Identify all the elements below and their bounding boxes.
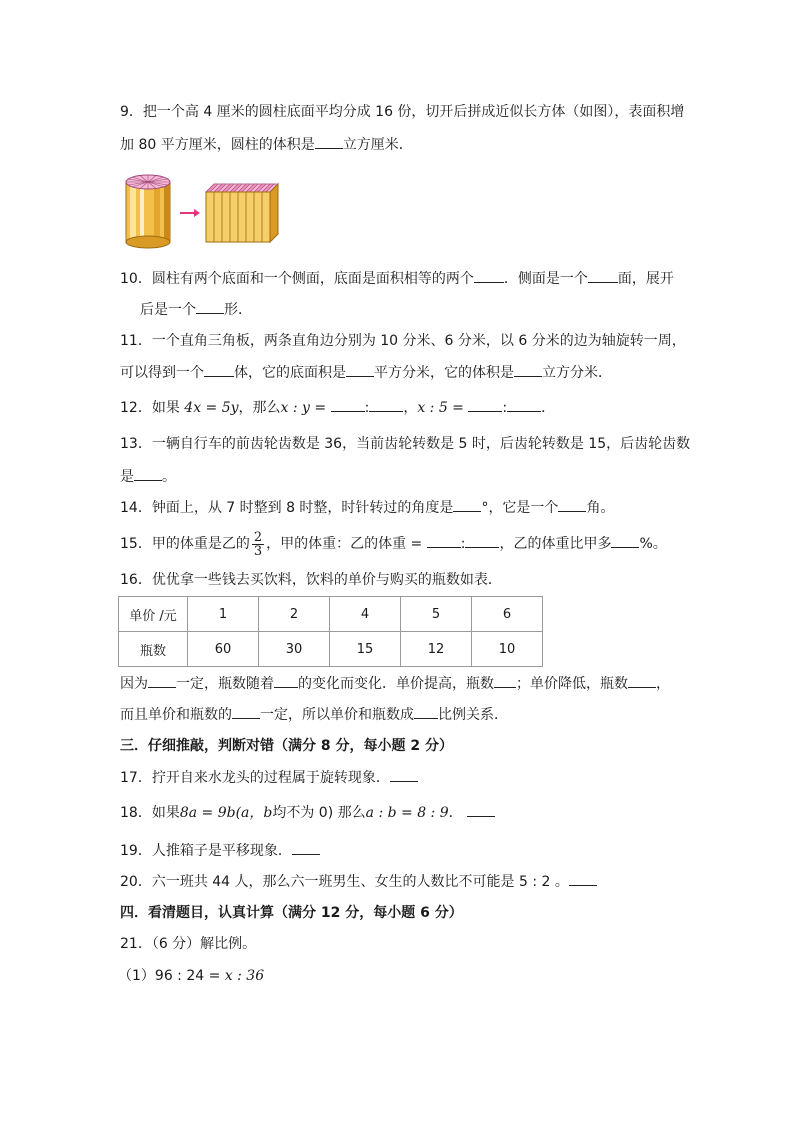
table-cell: 2 bbox=[259, 597, 330, 632]
q12-comma: ， bbox=[403, 400, 418, 416]
q11-text-d: 立方分米． bbox=[542, 365, 612, 381]
q15-text-c: ，乙的体重比甲多 bbox=[499, 536, 612, 552]
q15-text-a: 15．甲的体重是乙的 bbox=[120, 536, 250, 552]
q16-blank-4[interactable] bbox=[628, 673, 656, 688]
q9-text-b: 立方厘米． bbox=[342, 137, 413, 153]
q13-blank[interactable] bbox=[134, 466, 162, 481]
q9-text-a: 加 80 平方厘米，圆柱的体积是 bbox=[120, 137, 315, 153]
q12-colon-1: : bbox=[364, 400, 370, 416]
q16-blank-1[interactable] bbox=[148, 673, 176, 688]
table-cell: 10 bbox=[472, 632, 543, 667]
q16-text-a: 因为 bbox=[120, 676, 148, 692]
q13-line1: 13．一辆自行车的前齿轮齿数是 36，当前齿轮转数是 5 时，后齿轮转数是 15，后齿轮齿数 bbox=[120, 436, 691, 452]
q10-text-e: 形． bbox=[224, 302, 252, 318]
q12-blank-1[interactable] bbox=[331, 397, 365, 412]
q21-line: 21．（6 分）解比例。 bbox=[120, 936, 257, 952]
q13-text-a: 是 bbox=[120, 469, 134, 485]
q9-answer-blank[interactable] bbox=[315, 134, 343, 149]
q12-text-a: 12．如果 bbox=[120, 400, 180, 416]
q21-sub1-text-b: x : 36 bbox=[224, 968, 265, 984]
section-4-heading: 四．看清题目，认真计算（满分 12 分，每小题 6 分） bbox=[120, 905, 463, 921]
q10-text-b: ．侧面是一个 bbox=[503, 271, 588, 287]
q12-blank-4[interactable] bbox=[507, 397, 541, 412]
q16-blank-6[interactable] bbox=[414, 704, 438, 719]
q11-blank-3[interactable] bbox=[514, 362, 542, 377]
q10-blank-3[interactable] bbox=[196, 299, 224, 314]
q10-text-a: 10．圆柱有两个底面和一个侧面，底面是面积相等的两个 bbox=[120, 271, 474, 287]
section-3-heading: 三．仔细推敲，判断对错（满分 8 分，每小题 2 分） bbox=[120, 738, 453, 754]
q19-line bbox=[120, 840, 320, 861]
table-row bbox=[119, 632, 543, 667]
q12-ratio-2: x : 5 = bbox=[417, 400, 464, 416]
q16-text-g: 一定，所以单价和瓶数成 bbox=[260, 707, 414, 723]
q16-line1 bbox=[120, 673, 670, 694]
q16-text-b: 一定，瓶数随着 bbox=[176, 676, 274, 692]
cuboid-shape bbox=[206, 184, 278, 242]
q15-blank-3[interactable] bbox=[611, 533, 639, 548]
q18-line bbox=[120, 802, 495, 823]
table-cell: 6 bbox=[472, 597, 543, 632]
q12-text-b: ，那么 bbox=[238, 400, 281, 416]
q14-blank-1[interactable] bbox=[453, 497, 481, 512]
q20-line bbox=[120, 871, 597, 892]
price-bottles-table bbox=[118, 596, 543, 667]
q16-blank-3[interactable] bbox=[494, 673, 516, 688]
q21-sub1 bbox=[118, 966, 264, 986]
cylinder-shape bbox=[126, 175, 170, 248]
q15-blank-1[interactable] bbox=[427, 533, 461, 548]
q12-blank-2[interactable] bbox=[369, 397, 403, 412]
q15-text-b: ，甲的体重：乙的体重 = bbox=[266, 536, 423, 552]
q11-line1: 11．一个直角三角板，两条直角边分别为 10 分米、6 分米，以 6 分米的边为轴旋转一周， bbox=[120, 333, 686, 349]
q16-text-e: ， bbox=[656, 676, 670, 692]
q18-text-a: 18．如果 bbox=[120, 805, 180, 821]
table-cell: 30 bbox=[259, 632, 330, 667]
q16-text-f: 而且单价和瓶数的 bbox=[120, 707, 232, 723]
q11-text-c: 平方分米，它的体积是 bbox=[374, 365, 514, 381]
table-cell: 5 bbox=[401, 597, 472, 632]
q16-intro: 16．优优拿一些钱去买饮料，饮料的单价与购买的瓶数如表． bbox=[120, 572, 502, 588]
table-cell: 瓶数 bbox=[119, 632, 188, 667]
q15-line bbox=[120, 529, 667, 559]
q12-ratio-1: x : y = bbox=[280, 400, 327, 416]
q16-line2 bbox=[120, 704, 508, 725]
q12-blank-3[interactable] bbox=[468, 397, 502, 412]
q20-blank[interactable] bbox=[569, 871, 597, 886]
q11-text-b: 体，它的底面积是 bbox=[234, 365, 346, 381]
table-row bbox=[119, 597, 543, 632]
q13-line2 bbox=[120, 466, 176, 487]
q16-text-h: 比例关系． bbox=[438, 707, 508, 723]
table-cell: 60 bbox=[188, 632, 259, 667]
q19-blank[interactable] bbox=[292, 840, 320, 855]
q17-text: 17．拧开自来水龙头的过程属于旋转现象． bbox=[120, 770, 390, 786]
table-cell: 1 bbox=[188, 597, 259, 632]
q18-blank[interactable] bbox=[467, 802, 495, 817]
q15-text-d: %。 bbox=[639, 536, 667, 552]
q17-line bbox=[120, 767, 418, 788]
q14-blank-2[interactable] bbox=[558, 497, 586, 512]
q18-text-c: ． bbox=[448, 805, 463, 821]
table-cell: 单价 /元 bbox=[119, 597, 188, 632]
q9-line1: 9．把一个高 4 厘米的圆柱底面平均分成 16 份，切开后拼成近似长方体（如图），表面积增 bbox=[120, 104, 685, 120]
q12-line bbox=[120, 397, 555, 418]
q14-text-c: 角。 bbox=[586, 500, 615, 516]
q18-ratio: a : b = 8 : 9 bbox=[365, 805, 449, 821]
q10-blank-2[interactable] bbox=[588, 268, 618, 283]
q14-line bbox=[120, 497, 614, 518]
q15-colon: : bbox=[460, 536, 466, 552]
q11-blank-1[interactable] bbox=[204, 362, 234, 377]
q11-blank-2[interactable] bbox=[346, 362, 374, 377]
q12-end: ． bbox=[541, 400, 556, 416]
q18-equation: 8a = 9b(a，b bbox=[179, 805, 273, 821]
q15-fraction bbox=[252, 531, 264, 558]
q13-text-b: 。 bbox=[162, 469, 176, 485]
q9-line2 bbox=[120, 134, 413, 155]
table-cell: 4 bbox=[330, 597, 401, 632]
q10-blank-1[interactable] bbox=[474, 268, 504, 283]
q15-fraction-numerator: 2 bbox=[253, 529, 263, 545]
arrow-icon bbox=[180, 209, 200, 217]
q10-line1 bbox=[120, 268, 674, 289]
q14-text-a: 14．钟面上，从 7 时整到 8 时整，时针转过的角度是 bbox=[120, 500, 454, 516]
q16-text-d: ；单价降低，瓶数 bbox=[516, 676, 628, 692]
q20-text: 20．六一班共 44 人，那么六一班男生、女生的人数比不可能是 5 : 2 。 bbox=[120, 874, 569, 890]
cylinder-to-cuboid-figure bbox=[122, 170, 282, 250]
q11-line2 bbox=[120, 362, 612, 383]
q15-blank-2[interactable] bbox=[465, 533, 499, 548]
q16-text-c: 的变化而变化．单价提高，瓶数 bbox=[298, 676, 494, 692]
q15-fraction-denominator: 3 bbox=[253, 543, 263, 559]
q14-text-b: °，它是一个 bbox=[481, 500, 559, 516]
q16-blank-2[interactable] bbox=[274, 673, 298, 688]
q21-sub1-text-a: （1）96 : 24 = bbox=[118, 968, 221, 984]
q10-line2 bbox=[140, 299, 252, 320]
q11-text-a: 可以得到一个 bbox=[120, 365, 204, 381]
q12-colon-2: : bbox=[502, 400, 508, 416]
table-cell: 12 bbox=[401, 632, 472, 667]
q12-equation: 4x = 5y bbox=[184, 400, 239, 416]
q17-blank[interactable] bbox=[390, 767, 418, 782]
table-cell: 15 bbox=[330, 632, 401, 667]
q18-text-b: 均不为 0) 那么 bbox=[272, 805, 366, 821]
q16-blank-5[interactable] bbox=[232, 704, 260, 719]
q10-text-c: 面，展开 bbox=[617, 271, 674, 287]
q10-text-d: 后是一个 bbox=[140, 302, 196, 318]
q19-text: 19．人推箱子是平移现象． bbox=[120, 843, 292, 859]
